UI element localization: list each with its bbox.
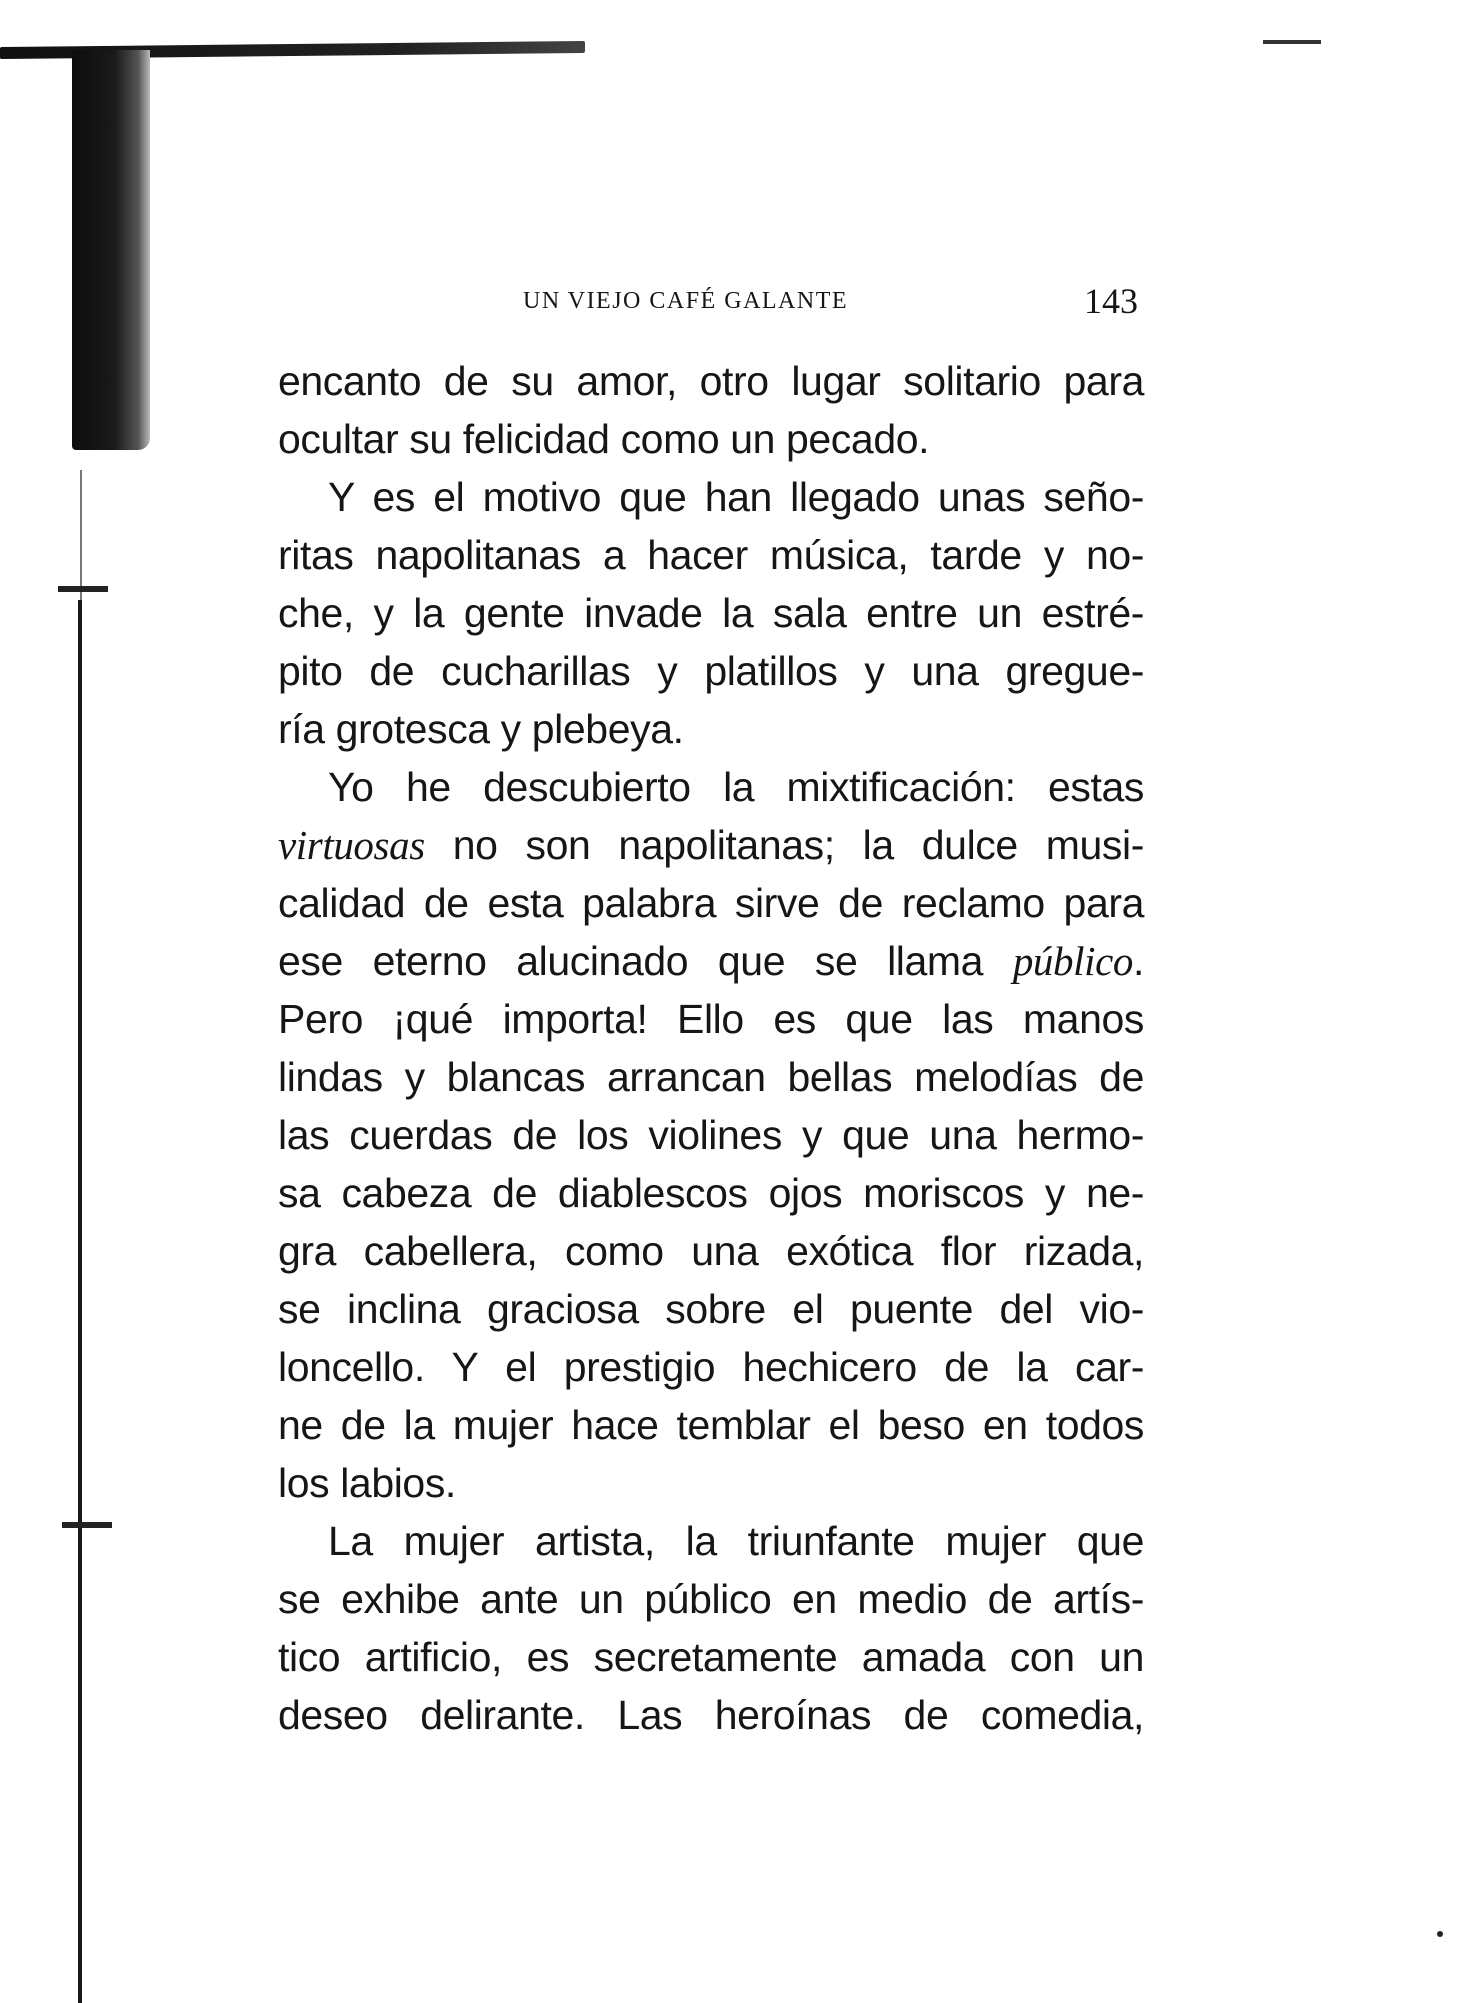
paragraph	[278, 758, 1144, 1512]
text-line: Pero ¡qué importa! Ello es que las manos	[278, 996, 1144, 1042]
paragraph	[278, 468, 1144, 758]
running-head	[278, 280, 1148, 328]
text-line: las cuerdas de los violines y que una hermo-	[278, 1112, 1144, 1158]
body-text	[278, 352, 1144, 1744]
scan-speck	[1437, 1931, 1443, 1937]
text-line: ría grotesca y plebeya.	[278, 706, 684, 752]
running-title: UN VIEJO CAFÉ GALANTE	[523, 288, 849, 314]
text-line-with-italic	[278, 816, 1144, 874]
text-line: ritas napolitanas a hacer música, tarde y no-	[278, 532, 1144, 578]
text-fragment: .	[1133, 938, 1144, 984]
scan-edge-mark-right	[1263, 40, 1321, 44]
text-line: gra cabellera, como una exótica flor rizada,	[278, 1228, 1144, 1274]
paragraph	[278, 352, 1144, 468]
text-line: deseo delirante. Las heroínas de comedia,	[278, 1692, 1144, 1738]
text-line: che, y la gente invade la sala entre un estré-	[278, 590, 1144, 636]
text-line: tico artificio, es secretamente amada con un	[278, 1634, 1144, 1680]
paragraph	[278, 1512, 1144, 1744]
text-line: sa cabeza de diablescos ojos moriscos y ne-	[278, 1170, 1144, 1216]
text-line: Yo he descubierto la mixtificación: estas	[328, 764, 1144, 810]
scan-edge-shadow-left	[72, 50, 150, 450]
text-line: calidad de esta palabra sirve de reclamo para	[278, 880, 1144, 926]
italic-word: virtuosas	[278, 822, 425, 868]
text-line: pito de cucharillas y platillos y una gregue-	[278, 648, 1144, 694]
text-line: los labios.	[278, 1460, 456, 1506]
text-line: La mujer artista, la triunfante mujer que	[328, 1518, 1144, 1564]
page-number: 143	[1084, 281, 1138, 321]
text-line: ne de la mujer hace temblar el beso en todos	[278, 1402, 1144, 1448]
text-line-with-italic	[278, 932, 1144, 990]
text-line: Y es el motivo que han llegado unas seño-	[328, 474, 1144, 520]
text-line: se inclina graciosa sobre el puente del vio-	[278, 1286, 1144, 1332]
text-line: ocultar su felicidad como un pecado.	[278, 416, 930, 462]
scan-margin-mark	[62, 1522, 112, 1528]
text-fragment: ese eterno alucinado que se llama	[278, 938, 1013, 984]
text-line: lindas y blancas arrancan bellas melodías de	[278, 1054, 1144, 1100]
scan-margin-line-thin	[80, 470, 82, 600]
text-line: loncello. Y el prestigio hechicero de la car-	[278, 1344, 1144, 1390]
text-line: encanto de su amor, otro lugar solitario para	[278, 358, 1144, 404]
text-fragment: no son napolitanas; la dulce musi-	[424, 822, 1144, 868]
scan-margin-mark	[58, 586, 108, 592]
italic-word: público	[1012, 938, 1133, 984]
scan-margin-line	[78, 600, 82, 2003]
text-line: se exhibe ante un público en medio de artís-	[278, 1576, 1144, 1622]
